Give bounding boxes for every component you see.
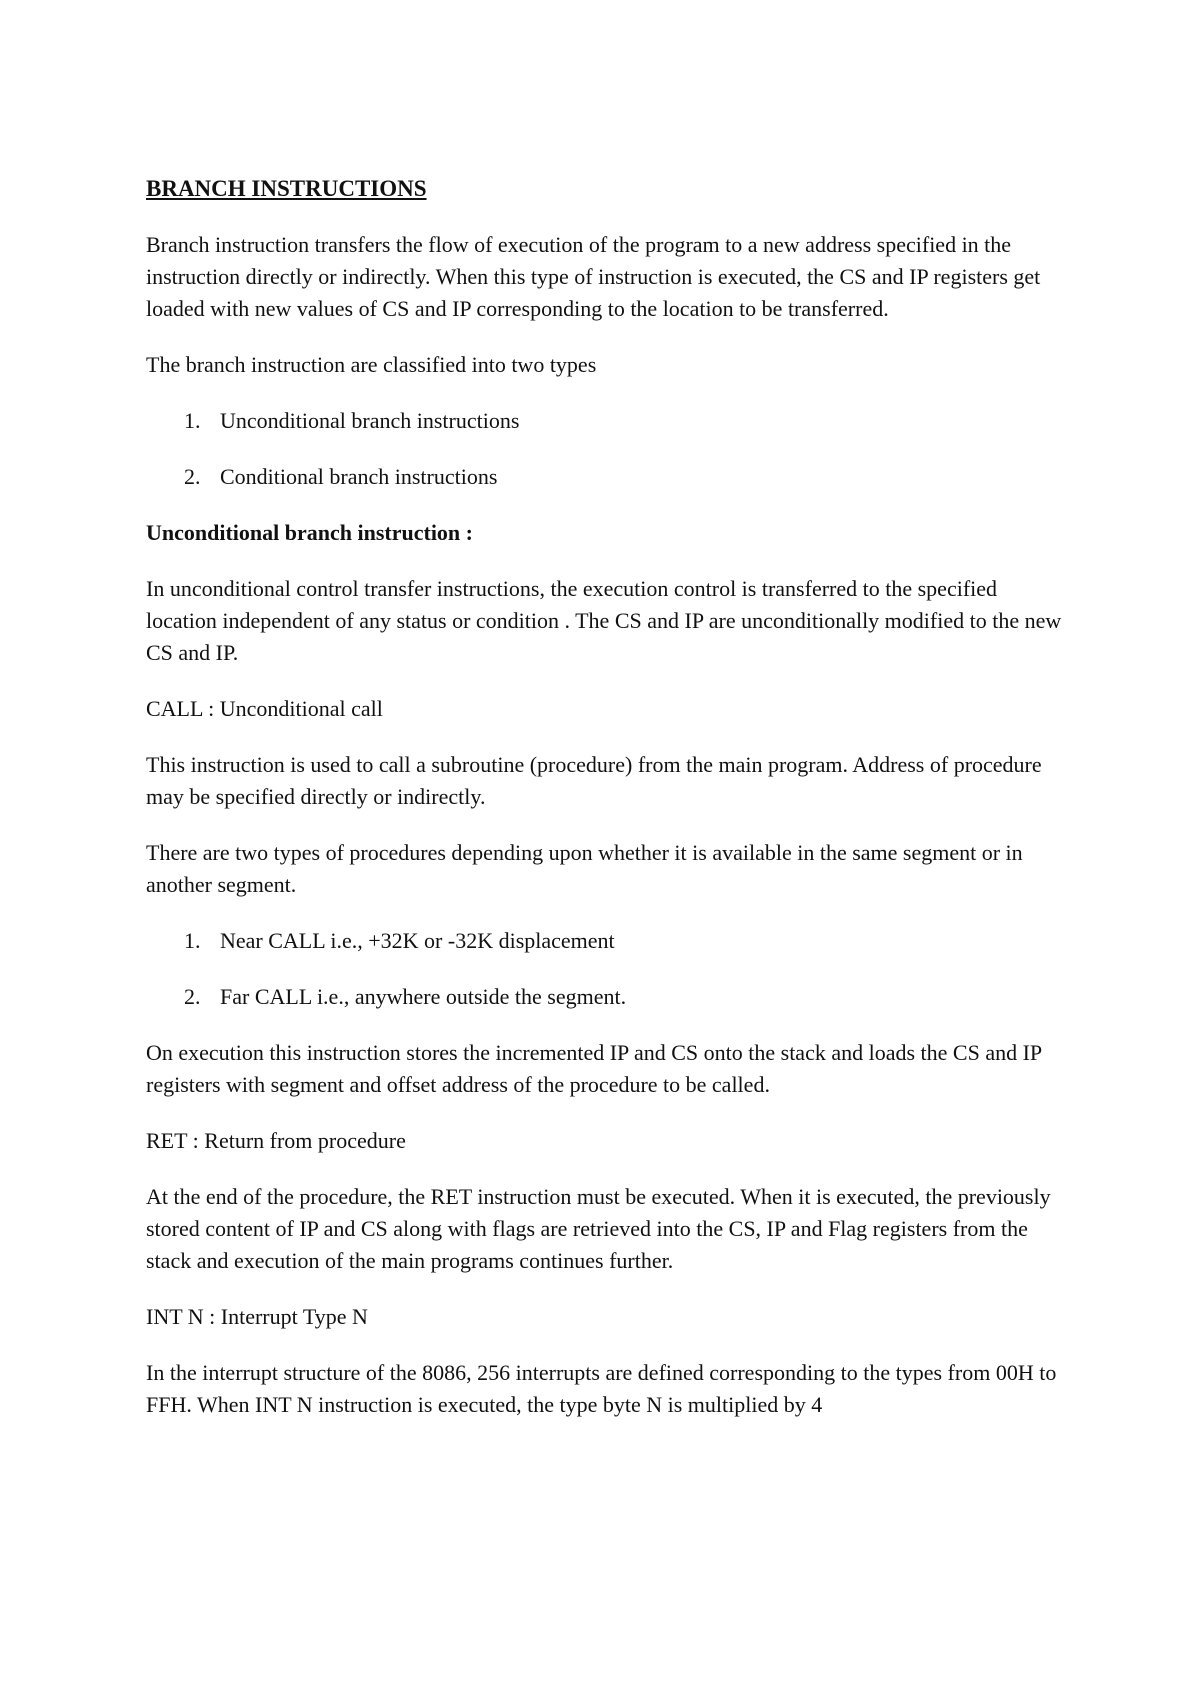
list-item <box>146 405 1066 437</box>
list-item-text: Conditional branch instructions <box>220 464 498 489</box>
types-intro: The branch instruction are classified into two types <box>146 352 597 377</box>
list-item <box>146 925 1066 957</box>
list-number: 1. <box>184 408 201 433</box>
list-item-text: Far CALL i.e., anywhere outside the segment. <box>220 984 627 1009</box>
branch-types-list <box>146 405 1066 493</box>
unconditional-heading: Unconditional branch instruction : <box>146 520 473 545</box>
procedure-types-list <box>146 925 1066 1013</box>
document-title: BRANCH INSTRUCTIONS <box>146 176 427 201</box>
list-item-text: Near CALL i.e., +32K or -32K displacement <box>220 928 615 953</box>
list-number: 2. <box>184 984 201 1009</box>
list-number: 1. <box>184 928 201 953</box>
list-item <box>146 461 1066 493</box>
call-title: CALL : Unconditional call <box>146 696 383 721</box>
list-item <box>146 981 1066 1013</box>
int-title: INT N : Interrupt Type N <box>146 1304 368 1329</box>
intro-paragraph: Branch instruction transfers the flow of execution of the program to a new address specified in the instruction directly or indirectly. When this type of instruction is executed, the CS and IP registers get loaded with new values of CS and IP corresponding to the location to be transferred. <box>146 232 1041 321</box>
call-description: This instruction is used to call a subroutine (procedure) from the main program. Address of procedure may be specified directly or indirectly. <box>146 752 1042 809</box>
list-item-text: Unconditional branch instructions <box>220 408 520 433</box>
ret-title: RET : Return from procedure <box>146 1128 406 1153</box>
list-number: 2. <box>184 464 201 489</box>
document-page <box>146 173 1066 1445</box>
unconditional-description: In unconditional control transfer instructions, the execution control is transferred to the specified location independent of any status or condition . The CS and IP are unconditionally modified to the new CS and IP. <box>146 576 1062 665</box>
procedure-types-intro: There are two types of procedures depending upon whether it is available in the same segment or in another segment. <box>146 840 1023 897</box>
ret-description: At the end of the procedure, the RET instruction must be executed. When it is executed, the previously stored content of IP and CS along with flags are retrieved into the CS, IP and Flag registers from the stack and execution of the main programs continues further. <box>146 1184 1051 1273</box>
call-execution-paragraph: On execution this instruction stores the incremented IP and CS onto the stack and loads the CS and IP registers with segment and offset address of the procedure to be called. <box>146 1040 1042 1097</box>
int-description: In the interrupt structure of the 8086, 256 interrupts are defined corresponding to the types from 00H to FFH. When INT N instruction is executed, the type byte N is multiplied by 4 <box>146 1360 1057 1417</box>
